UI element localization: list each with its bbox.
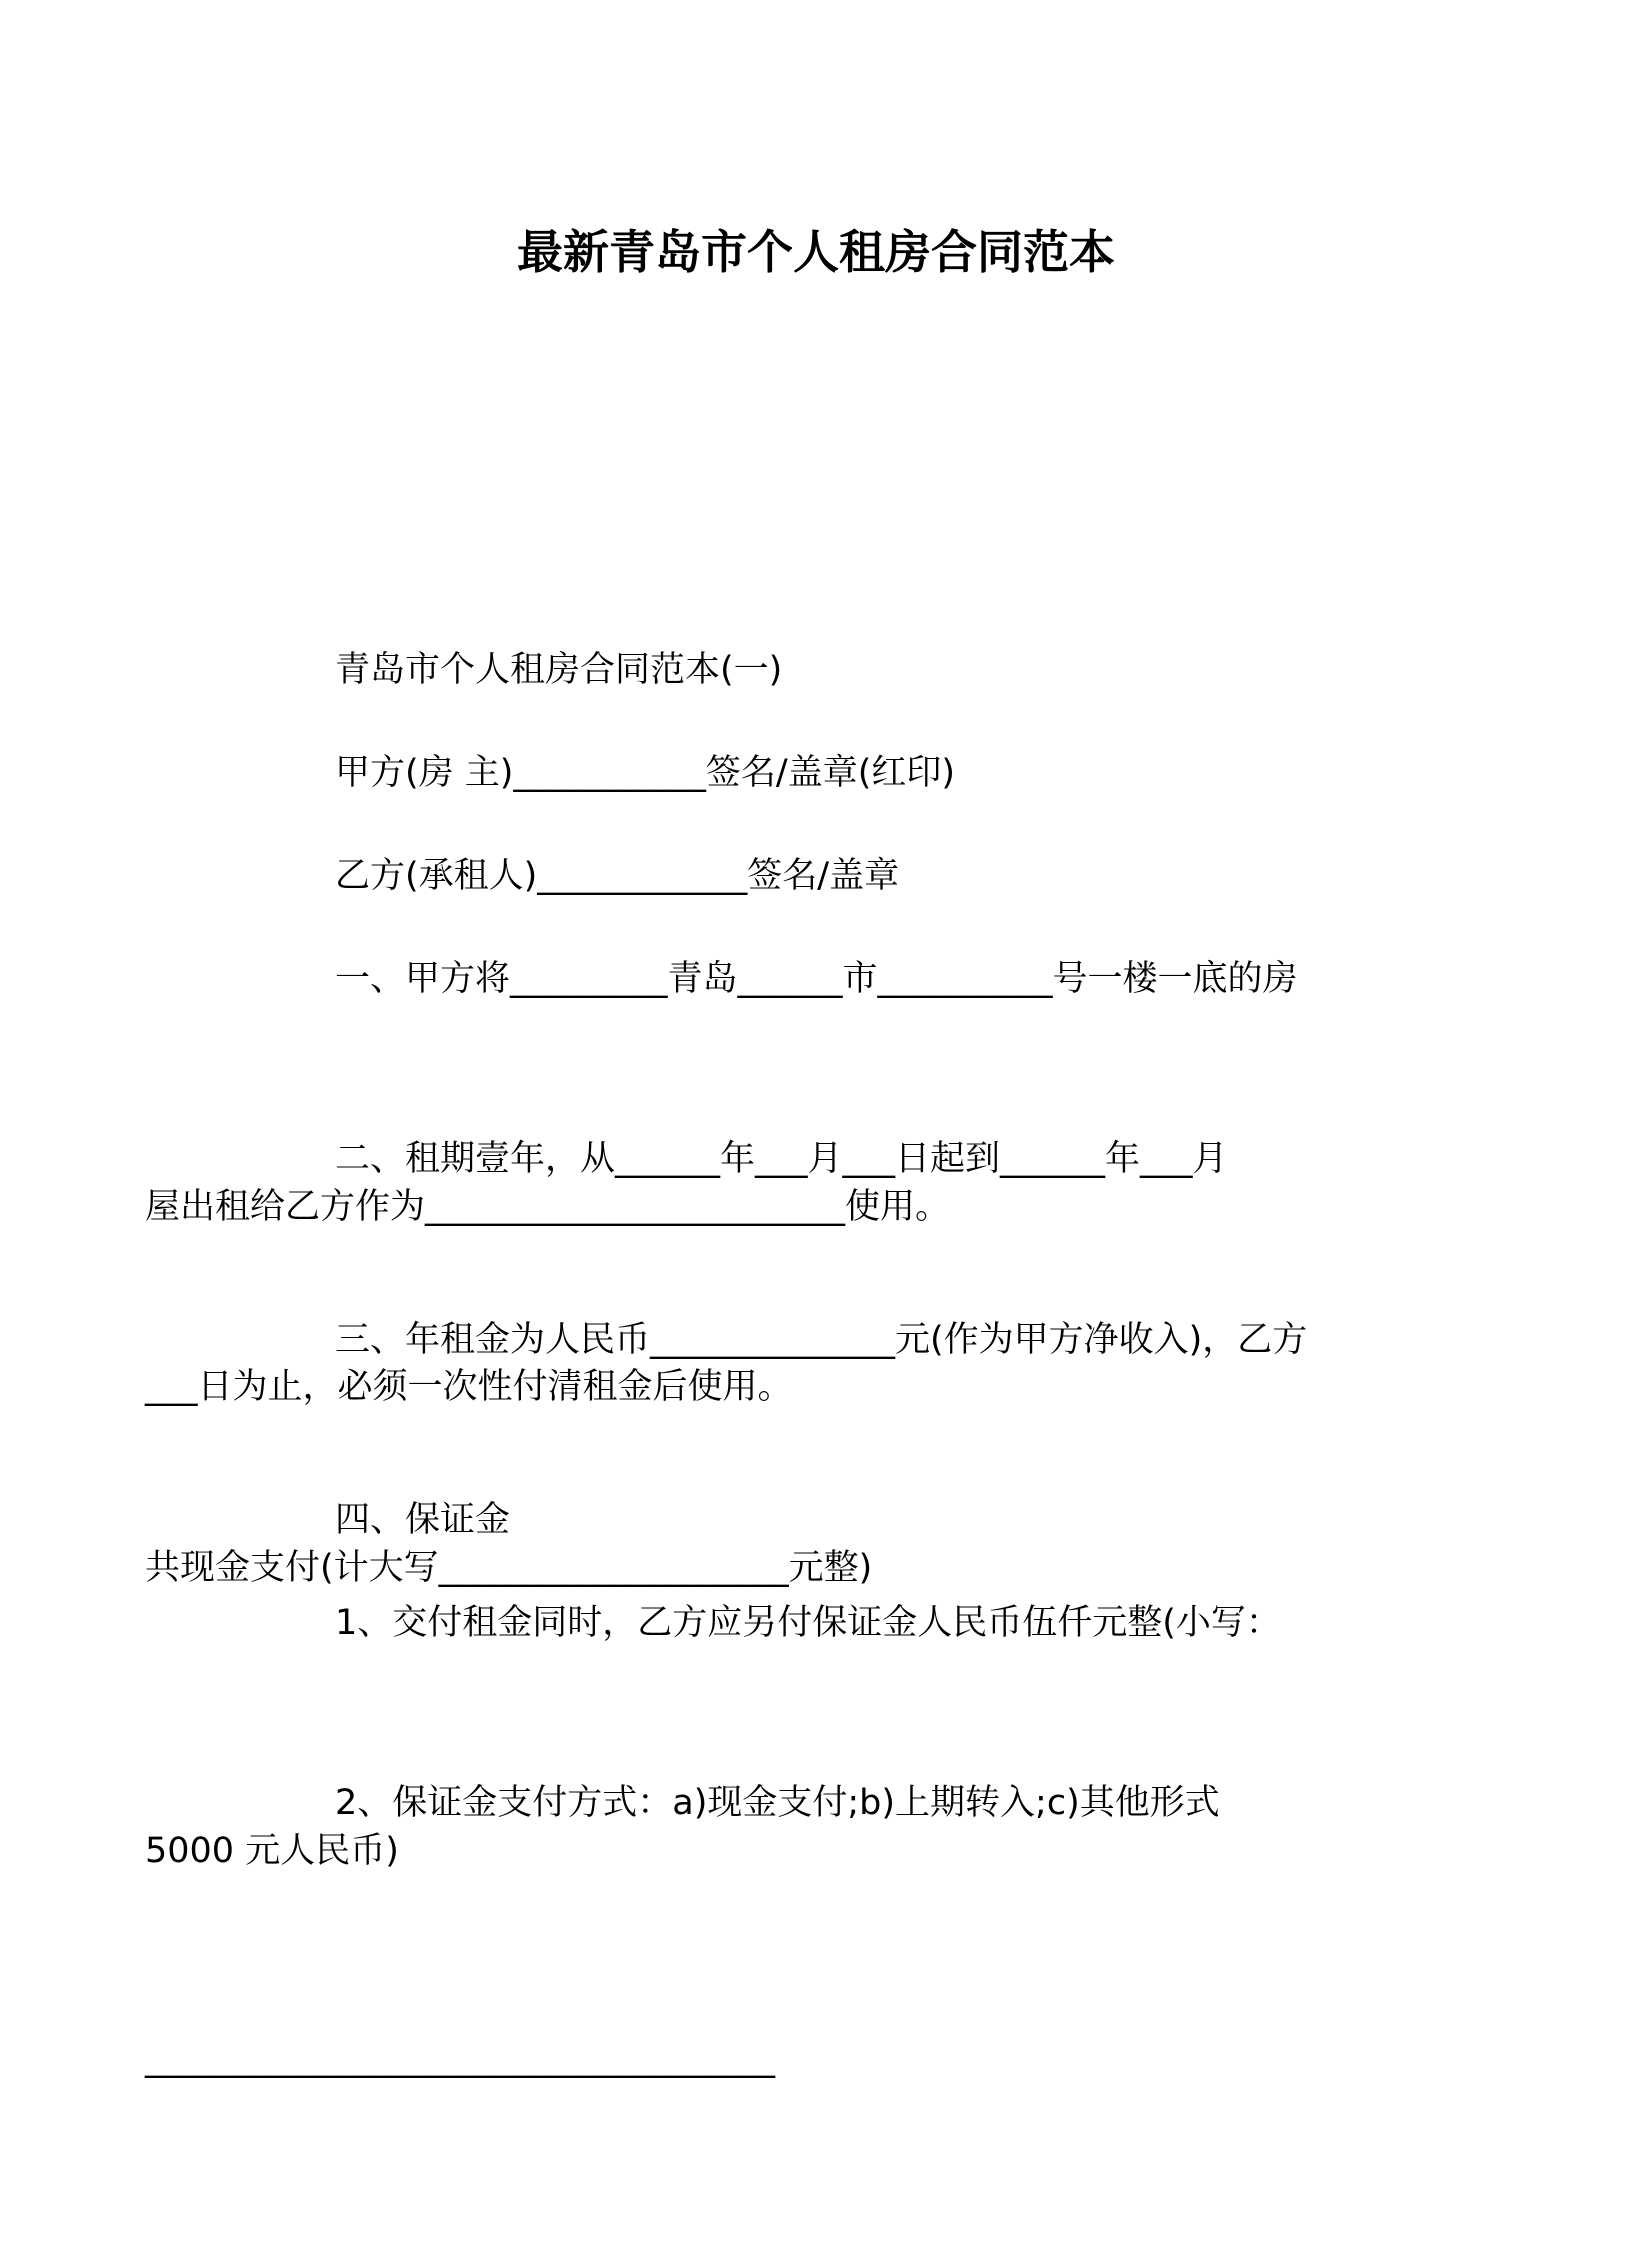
clause-4-2 (145, 1613, 1372, 2249)
clause-4-heading: 四、保证金 (335, 1500, 511, 1540)
document-title: 最新青岛市个人租房合同范本 (517, 225, 1115, 279)
clause-1-line-2: 屋出租给乙方作为________________________使用。 (145, 1187, 951, 1227)
party-b-line: 乙方(承租人)____________签名/盖章 (335, 856, 900, 896)
clause-3-line-1: 三、年租金为人民币______________元(作为甲方净收入)，乙方 (335, 1320, 1308, 1360)
party-a-line: 甲方(房 主)___________签名/盖章(红印) (335, 753, 956, 793)
clause-4-2-line-2: ____________________________________ (145, 2039, 775, 2079)
clause-3-line-2: 共现金支付(计大写____________________元整) (145, 1548, 873, 1588)
clause-4-2-line-1: 2、保证金支付方式：a)现金支付;b)上期转入;c)其他形式 (335, 1783, 1220, 1823)
clause-4-1-line-2: 5000 元人民币) (145, 1831, 399, 1871)
clause-2-line-1: 二、租期壹年，从______年___月___日起到______年___月 (335, 1139, 1228, 1179)
clause-2-line-2: ___日为止，必须一次性付清租金后使用。 (145, 1367, 793, 1407)
clause-4-1-line-1: 1、交付租金同时，乙方应另付保证金人民币伍仟元整(小写： (335, 1603, 1281, 1643)
clause-1-line-1: 一、甲方将_________青岛______市__________号一楼一底的房 (335, 959, 1298, 999)
contract-subtitle: 青岛市个人租房合同范本(一) (335, 650, 783, 690)
